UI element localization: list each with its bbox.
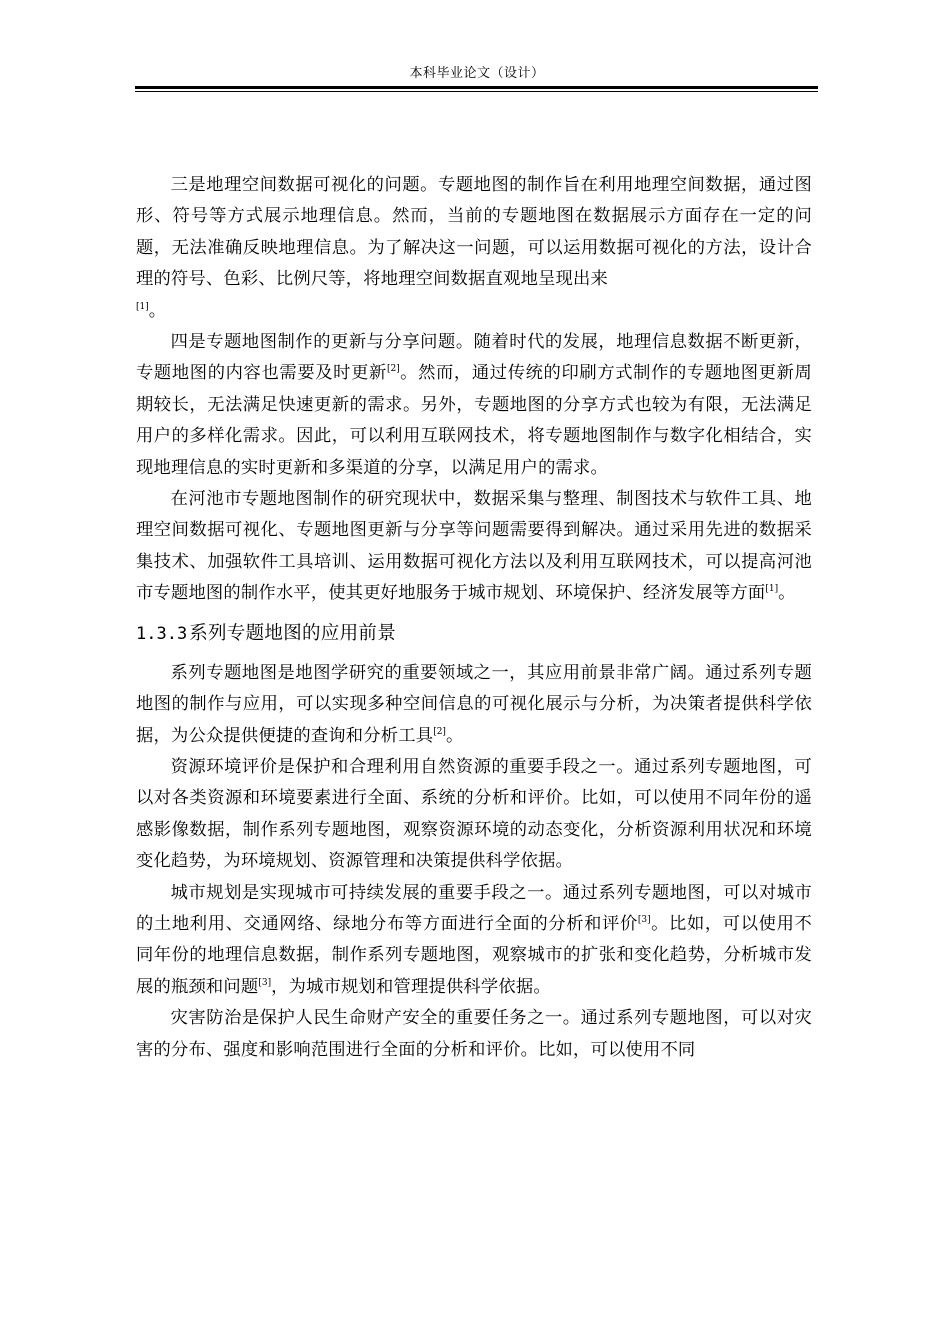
paragraph-research-status bbox=[136, 484, 812, 610]
paragraph-text: 在河池市专题地图制作的研究现状中，数据采集与整理、制图技术与软件工具、地理空间数据可视化、专题地图更新与分享等问题需要得到解决。通过采用先进的数据采集技术、加强软件工具培训、运用数据可视化方法以及利用互联网技术，可以提高河池市专题地图的制作水平，使其更好地服务于城市规划、环境保护、经济发展等方面 bbox=[136, 489, 812, 604]
body-text bbox=[136, 170, 812, 1066]
paragraph-text-after: 。比如，可以使用不同年份的地理信息数据，制作系列专题地图，观察城市的扩张和变化趋势，分析城市发展的瓶颈和问题 bbox=[136, 913, 812, 997]
paragraph-visualization bbox=[136, 170, 812, 327]
running-header: 本科毕业论文（设计） bbox=[409, 66, 545, 81]
paragraph-update-sharing bbox=[136, 327, 812, 484]
paragraph-text-after: 。 bbox=[778, 583, 796, 604]
header-rule-thin bbox=[135, 91, 818, 92]
section-heading bbox=[136, 619, 812, 649]
paragraph-text-after: 。然而，通过传统的印刷方式制作的专题地图更新周期较长，无法满足快速更新的需求。另外，专题地图的分享方式也较为有限，无法满足用户的多样化需求。因此，可以利用互联网技术，将专题地图制作与数字化相结合，实现地理信息的实时更新和多渠道的分享，以满足用户的需求。 bbox=[136, 363, 812, 478]
citation: [2] bbox=[433, 726, 446, 737]
header-rule-thick bbox=[135, 86, 818, 89]
citation: [1] bbox=[136, 301, 149, 312]
citation: [2] bbox=[386, 364, 400, 375]
citation: [3] bbox=[637, 915, 651, 926]
paragraph-text: 系列专题地图是地图学研究的重要领域之一，其应用前景非常广阔。通过系列专题地图的制作与应用，可以实现多种空间信息的可视化展示与分析，为决策者提供科学依据，为公众提供便捷的查询和分析工具 bbox=[136, 662, 812, 746]
paragraph-text: 资源环境评价是保护和合理利用自然资源的重要手段之一。通过系列专题地图，可以对各类资源和环境要素进行全面、系统的分析和评价。比如，可以使用不同年份的遥感影像数据，制作系列专题地图，观察资源环境的动态变化，分析资源利用状况和环境变化趋势，为环境规划、资源管理和决策提供科学依据。 bbox=[136, 756, 812, 872]
citation: [1] bbox=[765, 584, 779, 595]
paragraph-text-after: 。 bbox=[148, 300, 167, 321]
paragraph-urban-planning bbox=[136, 878, 812, 1004]
citation: [3] bbox=[258, 977, 272, 988]
paragraph-tail bbox=[136, 296, 812, 327]
section-title: 系列专题地图的应用前景 bbox=[189, 622, 396, 644]
paragraph-text: 四是专题地图制作的更新与分享问题。随着时代的发展，地理信息数据不断更新，专题地图的内容也需要及时更新 bbox=[136, 332, 812, 384]
paragraph-text-after: 。 bbox=[445, 725, 464, 746]
paragraph-text: 灾害防治是保护人民生命财产安全的重要任务之一。通过系列专题地图，可以对灾害的分布、强度和影响范围进行全面的分析和评价。比如，可以使用不同 bbox=[136, 1008, 812, 1060]
paragraph-prospects bbox=[136, 658, 812, 752]
paragraph-text: 三是地理空间数据可视化的问题。专题地图的制作旨在利用地理空间数据，通过图形、符号等方式展示地理信息。然而，当前的专题地图在数据展示方面存在一定的问题，无法准确反映地理信息。为了解决这一问题，可以运用数据可视化的方法，设计合理的符号、色彩、比例尺等，将地理空间数据直观地呈现出来 bbox=[136, 175, 812, 290]
paragraph-disaster-prevention bbox=[136, 1003, 812, 1066]
paragraph-resource-environment bbox=[136, 752, 812, 878]
section-number: 1.3.3 bbox=[136, 623, 188, 644]
paragraph-text-after: ，为城市规划和管理提供科学依据。 bbox=[271, 976, 551, 997]
paragraph-text: 城市规划是实现城市可持续发展的重要手段之一。通过系列专题地图，可以对城市的土地利用、交通网络、绿地分布等方面进行全面的分析和评价 bbox=[136, 882, 812, 934]
